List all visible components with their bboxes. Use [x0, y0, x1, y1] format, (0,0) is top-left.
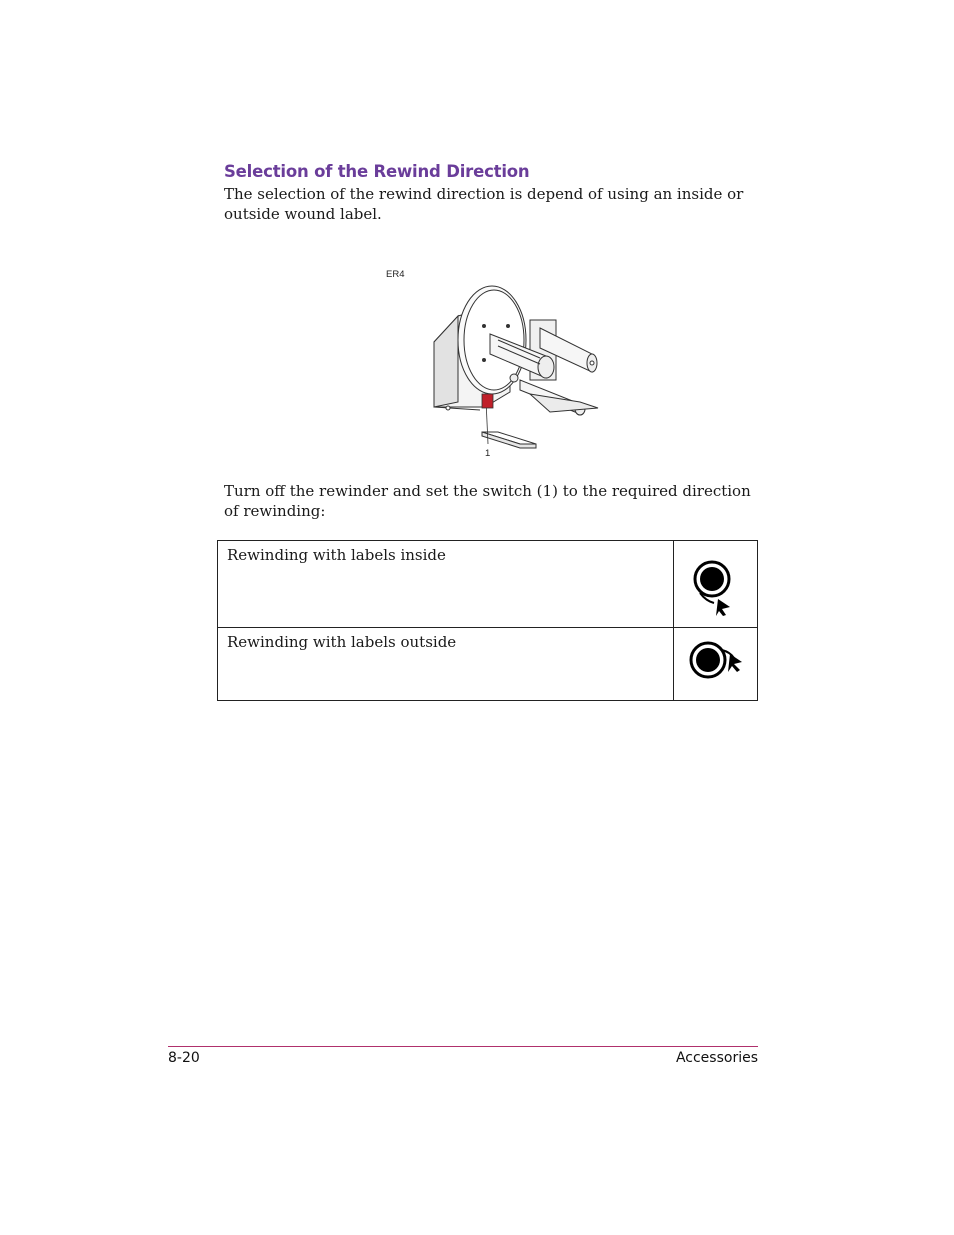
footer-section-name: Accessories: [675, 1050, 758, 1066]
rewind-direction-switch: [482, 394, 493, 408]
page-number: 8-20: [168, 1050, 200, 1066]
rewind-outside-icon: [684, 636, 748, 686]
rewind-inside-icon: [686, 549, 746, 617]
table-cell-label: Rewinding with labels outside: [218, 628, 674, 701]
section-heading: Selection of the Rewind Direction: [224, 162, 530, 181]
table-cell-icon: [674, 628, 758, 701]
figure-callout-label: 1: [485, 448, 491, 459]
table-row: [218, 628, 758, 701]
intro-paragraph: The selection of the rewind direction is depend of using an inside or outside wound label.: [224, 185, 744, 223]
table-cell-icon: [674, 541, 758, 628]
figure-model-label: ER4: [386, 269, 405, 280]
instruction-paragraph: Turn off the rewinder and set the switch (1) to the required direction of rewinding:: [224, 482, 751, 520]
rewind-direction-table: [217, 540, 758, 701]
table-row: [218, 541, 758, 628]
rewinder-illustration: [380, 262, 610, 462]
table-cell-label: Rewinding with labels inside: [218, 541, 674, 628]
footer-rule: [168, 1046, 758, 1047]
